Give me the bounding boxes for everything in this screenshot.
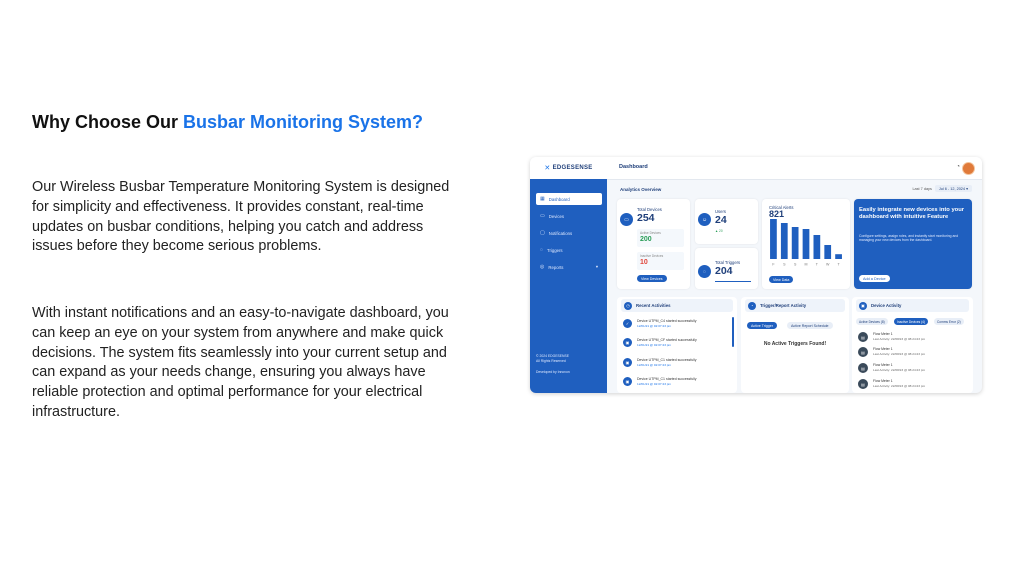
meter-icon: ▤ <box>858 363 868 373</box>
device-last-activity: Last Activity: 22/08/23 @ 08:24:23 pm <box>873 384 926 388</box>
tab-active-trigger[interactable]: Active Trigger <box>747 322 777 329</box>
recent-activities-panel <box>617 297 737 393</box>
promo-description: Configure settings, assign roles, and instantly start monitoring and managing your new devices from the dashboard. <box>859 234 959 243</box>
device-icon: ▣ <box>623 358 632 367</box>
heading-prefix: Why Choose Our <box>32 112 184 132</box>
device-icon: ▣ <box>623 377 632 386</box>
add-device-promo-card <box>854 199 972 289</box>
total-devices-value: 254 <box>637 212 655 224</box>
chart-tick-label: T <box>837 262 840 267</box>
device-last-activity: Last Activity: 22/08/23 @ 08:24:23 pm <box>873 368 926 372</box>
sidebar-item-devices[interactable] <box>536 210 602 222</box>
paragraph-intro: Our Wireless Busbar Temperature Monitoring System is designed for simplicity and effectiveness. It provides constant, real-time updates on busbar conditions, helping you catch and address issues before they become serious problems. <box>32 179 450 255</box>
tab-active-devices[interactable]: Active Devices (8) <box>856 318 888 325</box>
avatar[interactable] <box>962 162 975 175</box>
chart-tick-label: W <box>826 262 830 267</box>
tab-inactive-devices[interactable]: Inactive Devices (4) <box>894 318 928 325</box>
page-title: Dashboard <box>619 164 648 170</box>
sidebar-item-dashboard[interactable] <box>536 193 602 205</box>
users-icon: ☺ <box>698 213 711 226</box>
critical-alerts-bar-chart <box>768 219 844 267</box>
sidebar-item-label: Notifications <box>548 230 573 236</box>
device-last-activity: Last Activity: 22/08/23 @ 08:24:23 pm <box>873 352 926 356</box>
chart-tick-label: S <box>793 262 797 267</box>
chart-tick-label: S <box>783 262 786 267</box>
chart-tick-label: T <box>815 262 818 267</box>
users-value: 24 <box>715 214 727 226</box>
meter-icon: ▤ <box>858 347 868 357</box>
recent-activities-title: Recent Activities <box>636 303 671 308</box>
promo-title: Easily integrate new devices into your dashboard with intuitive Feature <box>859 207 965 220</box>
critical-alerts-label: Critical Alerts <box>769 205 794 210</box>
developer-credit: Developed by Innovon <box>536 370 570 374</box>
triggers-underline <box>715 281 751 282</box>
activity-date: 12/01/21 @ 02:07:23 pm <box>637 324 672 328</box>
trigger-report-panel <box>741 297 849 393</box>
trigger-report-header <box>745 299 845 312</box>
device-name: Flow Meter 1 <box>873 363 893 367</box>
brand-name: EDGESENSE <box>552 165 593 171</box>
trigger-icon: ◌ <box>540 247 543 253</box>
chart-bar <box>792 227 799 259</box>
device-last-activity: Last Activity: 22/08/23 @ 08:24:23 pm <box>873 337 926 341</box>
triggers-icon: ◌ <box>698 265 711 278</box>
device-activity-header <box>856 299 969 312</box>
total-triggers-card <box>695 248 758 289</box>
inactive-devices-value: 10 <box>640 259 648 266</box>
monitor-icon: ▭ <box>540 213 545 219</box>
sidebar-item-label: Dashboard <box>548 196 570 202</box>
chevron-down-icon: ▾ <box>595 264 598 269</box>
date-label: Last 7 days <box>912 187 932 191</box>
overview-title: Analytics Overview <box>620 187 662 192</box>
users-card <box>695 199 758 244</box>
chart-bar <box>781 223 788 259</box>
meter-icon: ▤ <box>858 379 868 389</box>
scrollbar[interactable] <box>732 317 734 347</box>
activity-date: 12/01/21 @ 02:07:23 pm <box>637 382 672 386</box>
sidebar <box>530 179 607 393</box>
sidebar-item-label: Devices <box>548 213 565 219</box>
message-icon: ▢ <box>540 230 545 236</box>
copyright-line: © 2024 EDGESENSE <box>536 354 570 358</box>
chart-bar <box>835 254 842 259</box>
brand-logo <box>530 157 607 179</box>
device-name: Flow Meter 1 <box>873 332 893 336</box>
device-icon: ▣ <box>859 302 867 310</box>
users-label: Users <box>715 209 726 214</box>
inactive-devices-label: Inactive Devices <box>640 254 664 258</box>
device-icon: ▣ <box>623 338 632 347</box>
view-devices-button[interactable]: View Devices <box>637 275 667 282</box>
chart-bar <box>824 245 831 259</box>
active-devices-box <box>637 229 684 247</box>
total-devices-label: Total Devices <box>637 207 662 212</box>
recent-activities-header <box>621 299 733 312</box>
activity-date: 12/01/21 @ 02:07:23 pm <box>637 363 672 367</box>
rights-line: All Rights Reserved <box>536 358 566 363</box>
trigger-report-title: Trigger/Report Activity <box>760 303 807 308</box>
check-icon: ✓ <box>623 319 632 328</box>
total-triggers-value: 204 <box>715 265 733 277</box>
activity-text: Device UTPM_C4 started successfully <box>637 319 697 323</box>
device-name: Flow Meter 1 <box>873 379 893 383</box>
bell-icon: ◔ <box>748 302 756 310</box>
chart-tick-label: F <box>772 262 775 267</box>
sidebar-item-label: Reports <box>548 264 564 270</box>
device-name: Flow Meter 1 <box>873 347 893 351</box>
empty-state-text: No Active Triggers Found! <box>763 341 827 347</box>
bell-icon[interactable]: ◔ <box>956 164 960 170</box>
activity-date: 12/01/21 @ 02:07:23 pm <box>637 343 672 347</box>
chart-bar <box>813 235 820 259</box>
activity-text: Device UTPM_C1 started successfully <box>637 377 697 381</box>
users-delta: ▲ 20 <box>715 229 723 233</box>
active-devices-value: 200 <box>640 236 652 243</box>
reports-icon: ◎ <box>540 264 545 270</box>
heading-highlight: Busbar Monitoring System? <box>183 112 424 132</box>
grid-icon: ▦ <box>540 196 545 202</box>
section-heading <box>32 112 423 133</box>
activity-icon: ◷ <box>624 302 632 310</box>
add-device-button[interactable]: Add a Device <box>859 275 890 282</box>
top-bar <box>607 157 982 180</box>
sidebar-item-notifications[interactable] <box>536 227 602 239</box>
device-activity-panel <box>852 297 973 393</box>
activity-text: Device UTPM_C1 started successfully <box>637 358 697 362</box>
sidebar-item-reports[interactable] <box>536 261 602 273</box>
meter-icon: ▤ <box>858 332 868 342</box>
tab-comms-error[interactable]: Comms Error (2) <box>934 318 964 325</box>
activity-text: Device UTPM_CF started successfully <box>637 338 697 342</box>
copyright <box>536 354 569 363</box>
chart-bar <box>770 219 777 259</box>
chart-tick-label: M <box>804 262 808 267</box>
devices-icon: ▭ <box>620 213 633 226</box>
sidebar-item-label: Triggers <box>546 247 563 253</box>
sidebar-item-triggers[interactable] <box>536 244 602 256</box>
dashboard-screenshot <box>530 157 982 393</box>
tab-active-report-schedule[interactable]: Active Report Schedule <box>787 322 833 329</box>
critical-alerts-card <box>762 199 850 289</box>
total-triggers-label: Total Triggers <box>715 260 741 265</box>
critical-alerts-value: 821 <box>769 209 785 219</box>
brand-mark-icon: ✕ <box>544 165 551 172</box>
inactive-devices-box <box>637 252 684 270</box>
active-devices-label: Active Devices <box>640 231 661 235</box>
device-activity-title: Device Activity <box>871 303 902 308</box>
date-range[interactable]: Jul 6 - 12, 2024 ▾ <box>935 185 972 192</box>
chart-bar <box>803 229 810 259</box>
total-devices-card <box>617 199 690 289</box>
view-data-button[interactable]: View Data <box>769 276 793 283</box>
date-selector[interactable] <box>912 185 972 192</box>
paragraph-features: With instant notifications and an easy-to-navigate dashboard, you can keep an eye on your system from anywhere and make quick decisions. The system fits seamlessly into your current setup and can expand as your needs change, ensuring you always have reliable protection and optimal performance for your electrical infrastructure. <box>32 305 449 420</box>
